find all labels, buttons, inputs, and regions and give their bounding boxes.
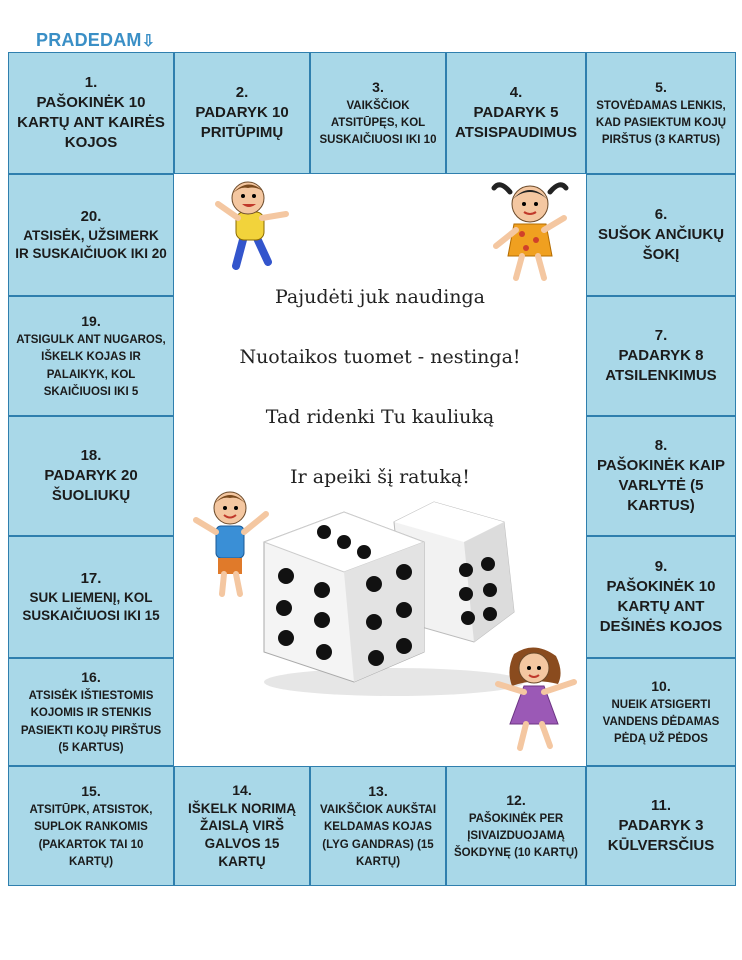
board-cell-16: [8, 658, 174, 766]
poem-line-1: Pajudėti juk naudinga: [275, 286, 485, 308]
cell-task: VAIKŠČIOK AUKŠTAI KELDAMAS KOJAS (LYG GANDRAS) (15 KARTŲ): [319, 804, 437, 868]
board-cell-5: [586, 52, 736, 174]
start-text: PRADEDAM: [36, 30, 142, 50]
cell-number: 12.: [506, 791, 526, 808]
girl-cartoon-icon: [484, 644, 584, 754]
cell-number: 10.: [651, 677, 671, 694]
cell-task: PAŠOKINĖK 10 KARTŲ ANT DEŠINĖS KOJOS: [599, 578, 723, 635]
cell-task: PADARYK 10 PRITŪPIMŲ: [195, 104, 289, 141]
cell-number: 17.: [80, 570, 102, 588]
board-cell-17: [8, 536, 174, 658]
cell-number: 11.: [650, 797, 672, 815]
cell-task: IŠKELK NORIMĄ ŽAISLĄ VIRŠ GALVOS 15 KARTŲ: [188, 800, 296, 870]
cell-task: VAIKŠČIOK ATSITŪPĘS, KOL SUSKAIČIUOSI IKI 10: [319, 99, 437, 147]
cell-number: 9.: [654, 558, 668, 576]
poem-line-4: Ir apeiki šį ratuką!: [290, 466, 470, 488]
board-cell-13: [310, 766, 446, 886]
cell-task: PAŠOKINĖK KAIP VARLYTĖ (5 KARTUS): [596, 457, 726, 514]
cell-number: 7.: [654, 327, 668, 345]
board-cell-19: [8, 296, 174, 416]
cell-task: ATSISĖK, UŽSIMERK IR SUSKAIČIUOK IKI 20: [15, 228, 167, 261]
cell-task: PADARYK 20 ŠUOLIUKŲ: [44, 467, 138, 504]
cell-task: STOVĖDAMAS LENKIS, KAD PASIEKTUM KOJŲ PIRŠTUS (3 KARTUS): [595, 99, 727, 147]
cell-number: 14.: [232, 782, 252, 799]
cell-number: 5.: [655, 78, 667, 95]
poem-line-2: Nuotaikos tuomet - nestinga!: [239, 346, 521, 368]
cell-number: 19.: [81, 313, 101, 329]
cell-task: SUŠOK ANČIUKŲ ŠOKĮ: [597, 226, 725, 263]
board-cell-4: [446, 52, 586, 174]
board-cell-8: [586, 416, 736, 536]
cell-number: 1.: [84, 74, 98, 92]
board-cell-9: [586, 536, 736, 658]
board-cell-10: [586, 658, 736, 766]
cell-task: ATSIGULK ANT NUGAROS, IŠKELK KOJAS IR PALAIKYK, KOL SKAIČIUOSI IKI 5: [16, 334, 166, 398]
cell-number: 16.: [81, 669, 101, 685]
cell-task: NUEIK ATSIGERTI VANDENS DĖDAMAS PĖDĄ UŽ PĖDOS: [602, 698, 720, 746]
board-cell-18: [8, 416, 174, 536]
cell-task: PADARYK 5 ATSISPAUDIMUS: [455, 104, 577, 141]
board-cell-12: [446, 766, 586, 886]
board-cell-2: [174, 52, 310, 174]
board-cell-11: [586, 766, 736, 886]
board-center: [174, 174, 586, 766]
cell-number: 18.: [80, 447, 102, 465]
board-cell-14: [174, 766, 310, 886]
cell-task: PADARYK 8 ATSILENKIMUS: [605, 347, 717, 384]
cell-task: PAŠOKINĖK PER ĮSIVAIZDUOJAMĄ ŠOKDYNĘ (10 KARTŲ): [454, 812, 578, 860]
poem-line-3: Tad ridenki Tu kauliuką: [265, 406, 495, 428]
cell-task: ATSISĖK IŠTIESTOMIS KOJOMIS IR STENKIS PASIEKTI KOJŲ PIRŠTUS (5 KARTUS): [20, 690, 162, 754]
cell-task: ATSITŪPK, ATSISTOK, SUPLOK RANKOMIS (PAKARTOK TAI 10 KARTŲ): [29, 804, 153, 868]
cell-number: 20.: [80, 208, 102, 226]
cell-number: 8.: [654, 437, 668, 455]
cell-number: 4.: [509, 84, 523, 102]
cell-task: SUK LIEMENĮ, KOL SUSKAIČIUOSI IKI 15: [22, 590, 160, 623]
start-label: [36, 30, 155, 51]
cell-number: 13.: [368, 783, 388, 799]
cell-number: 15.: [81, 783, 101, 799]
cell-number: 6.: [654, 206, 668, 224]
board-cell-7: [586, 296, 736, 416]
board-cell-6: [586, 174, 736, 296]
cell-task: PADARYK 3 KŪLVERSČIUS: [607, 817, 715, 854]
board-cell-20: [8, 174, 174, 296]
cell-number: 2.: [235, 84, 249, 102]
board-cell-3: [310, 52, 446, 174]
board-cell-1: [8, 52, 174, 174]
down-arrow-icon: ⇩: [141, 33, 156, 50]
board-cell-15: [8, 766, 174, 886]
cell-task: PAŠOKINĖK 10 KARTŲ ANT KAIRĖS KOJOS: [17, 94, 165, 151]
boy-cartoon-icon: [196, 174, 306, 274]
girl-cartoon-icon: [480, 174, 580, 284]
cell-number: 3.: [372, 78, 384, 95]
